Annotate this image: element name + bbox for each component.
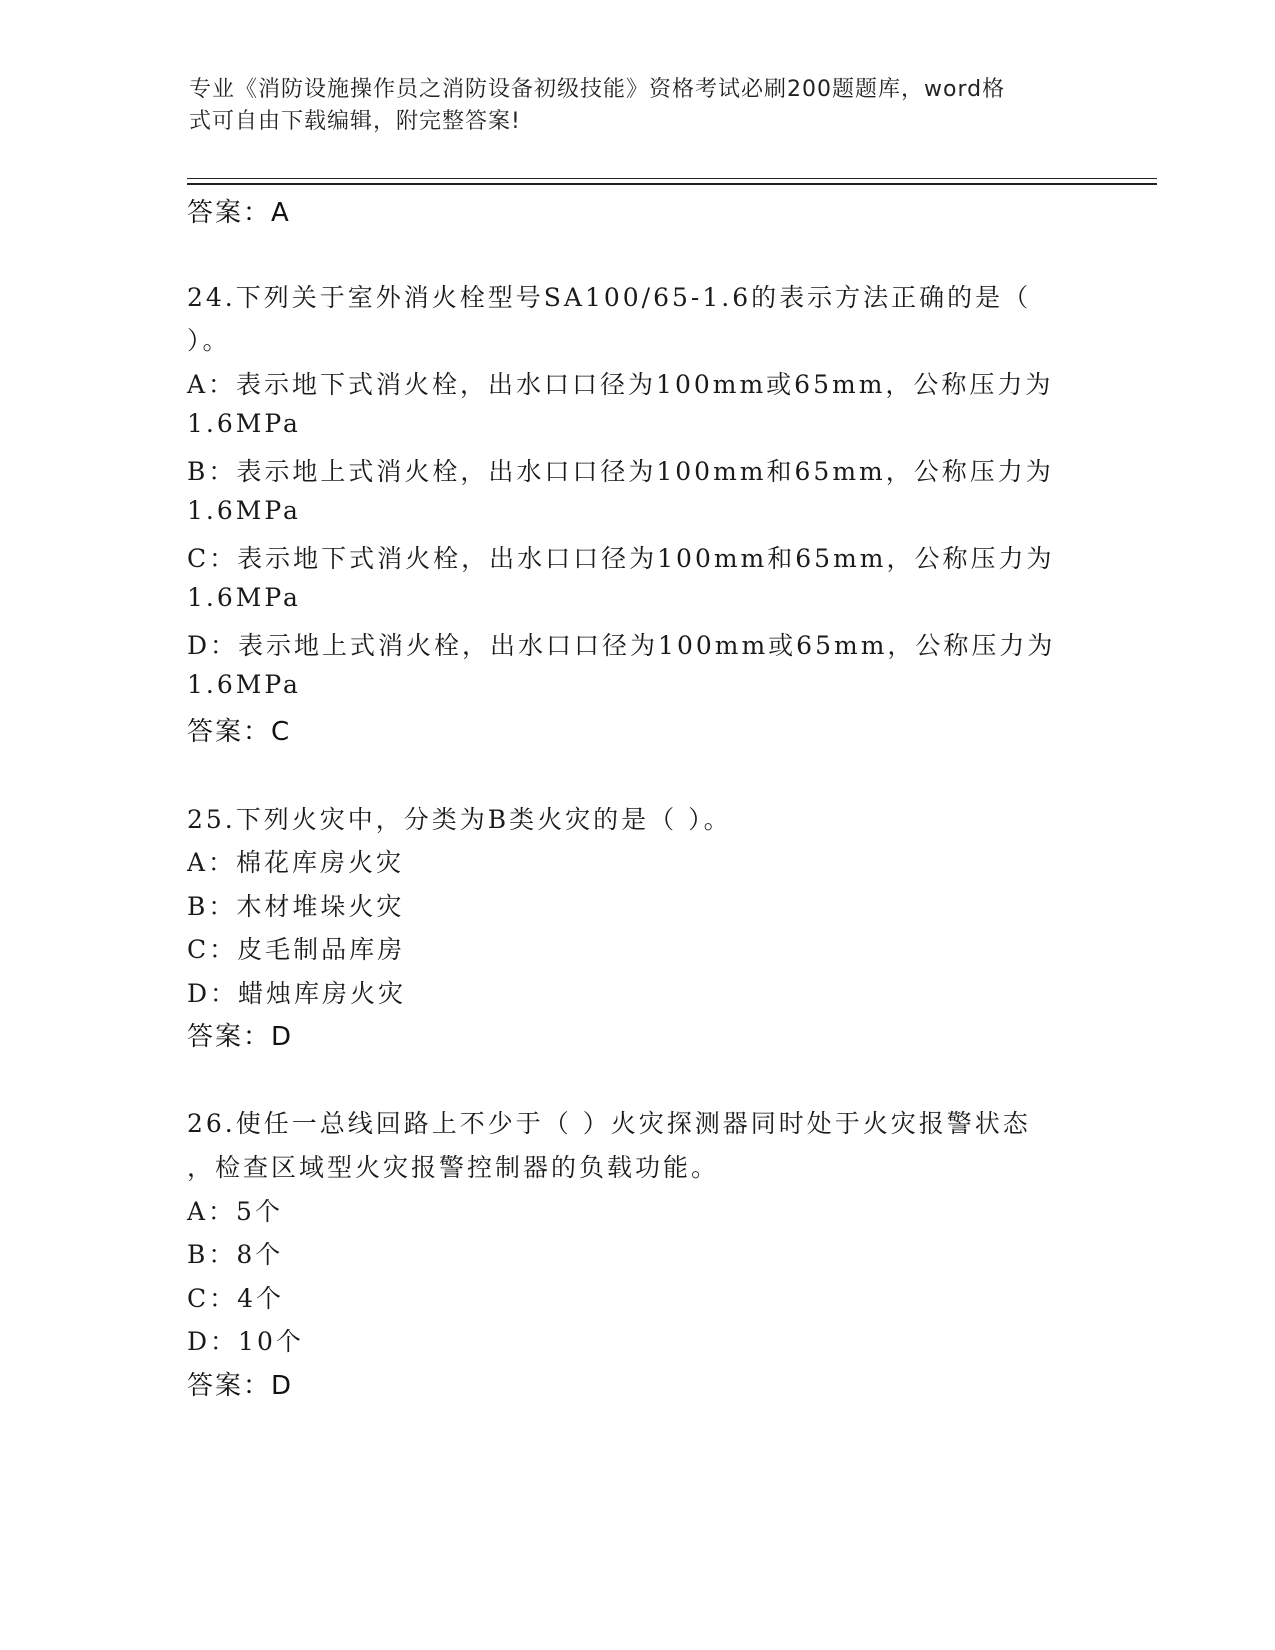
question-24-option-c: C：表示地下式消火栓，出水口口径为100mm和65mm，公称压力为	[187, 544, 1055, 573]
question-24-option-b-cont: 1.6MPa	[187, 496, 301, 525]
document-header	[189, 74, 1089, 138]
header-line-1: 专业《消防设施操作员之消防设备初级技能》资格考试必刷200题题库，word格	[189, 77, 1006, 102]
question-26-option-c: C：4个	[187, 1284, 285, 1313]
header-divider-thick	[187, 183, 1157, 185]
question-24-option-d-cont: 1.6MPa	[187, 670, 301, 699]
question-26-option-a: A：5个	[187, 1197, 283, 1226]
question-26-option-b: B：8个	[187, 1240, 284, 1269]
header-divider-thin	[187, 178, 1157, 179]
question-24-option-a-cont: 1.6MPa	[187, 409, 301, 438]
question-24-stem-line-2: ）。	[187, 326, 231, 355]
question-26-stem-line-1: 26.使任一总线回路上不少于（ ）火灾探测器同时处于火灾报警状态	[187, 1109, 1031, 1138]
question-24-stem-line-1: 24.下列关于室外消火栓型号SA100/65-1.6的表示方法正确的是（	[187, 283, 1032, 312]
question-26-option-d: D：10个	[187, 1327, 304, 1356]
question-25-option-a: A：棉花库房火灾	[187, 848, 405, 877]
question-26-stem-line-2: ，检查区域型火灾报警控制器的负载功能。	[187, 1153, 720, 1182]
question-25-option-b: B：木材堆垛火灾	[187, 892, 405, 921]
header-line-2: 式可自由下载编辑，附完整答案!	[189, 109, 521, 134]
question-25-option-d: D：蜡烛库房火灾	[187, 979, 407, 1008]
question-24-option-a: A：表示地下式消火栓，出水口口径为100mm或65mm，公称压力为	[187, 370, 1054, 399]
question-24-answer: 答案：C	[187, 717, 292, 747]
question-24-option-d: D：表示地上式消火栓，出水口口径为100mm或65mm，公称压力为	[187, 631, 1056, 660]
question-25-option-c: C：皮毛制品库房	[187, 935, 406, 964]
question-25-stem: 25.下列火灾中，分类为B类火灾的是（ ）。	[187, 805, 732, 834]
previous-answer: 答案：A	[187, 198, 291, 228]
question-24-option-c-cont: 1.6MPa	[187, 583, 301, 612]
question-24-option-b: B：表示地上式消火栓，出水口口径为100mm和65mm，公称压力为	[187, 457, 1054, 486]
question-26-answer: 答案：D	[187, 1371, 294, 1401]
question-25-answer: 答案：D	[187, 1022, 294, 1052]
